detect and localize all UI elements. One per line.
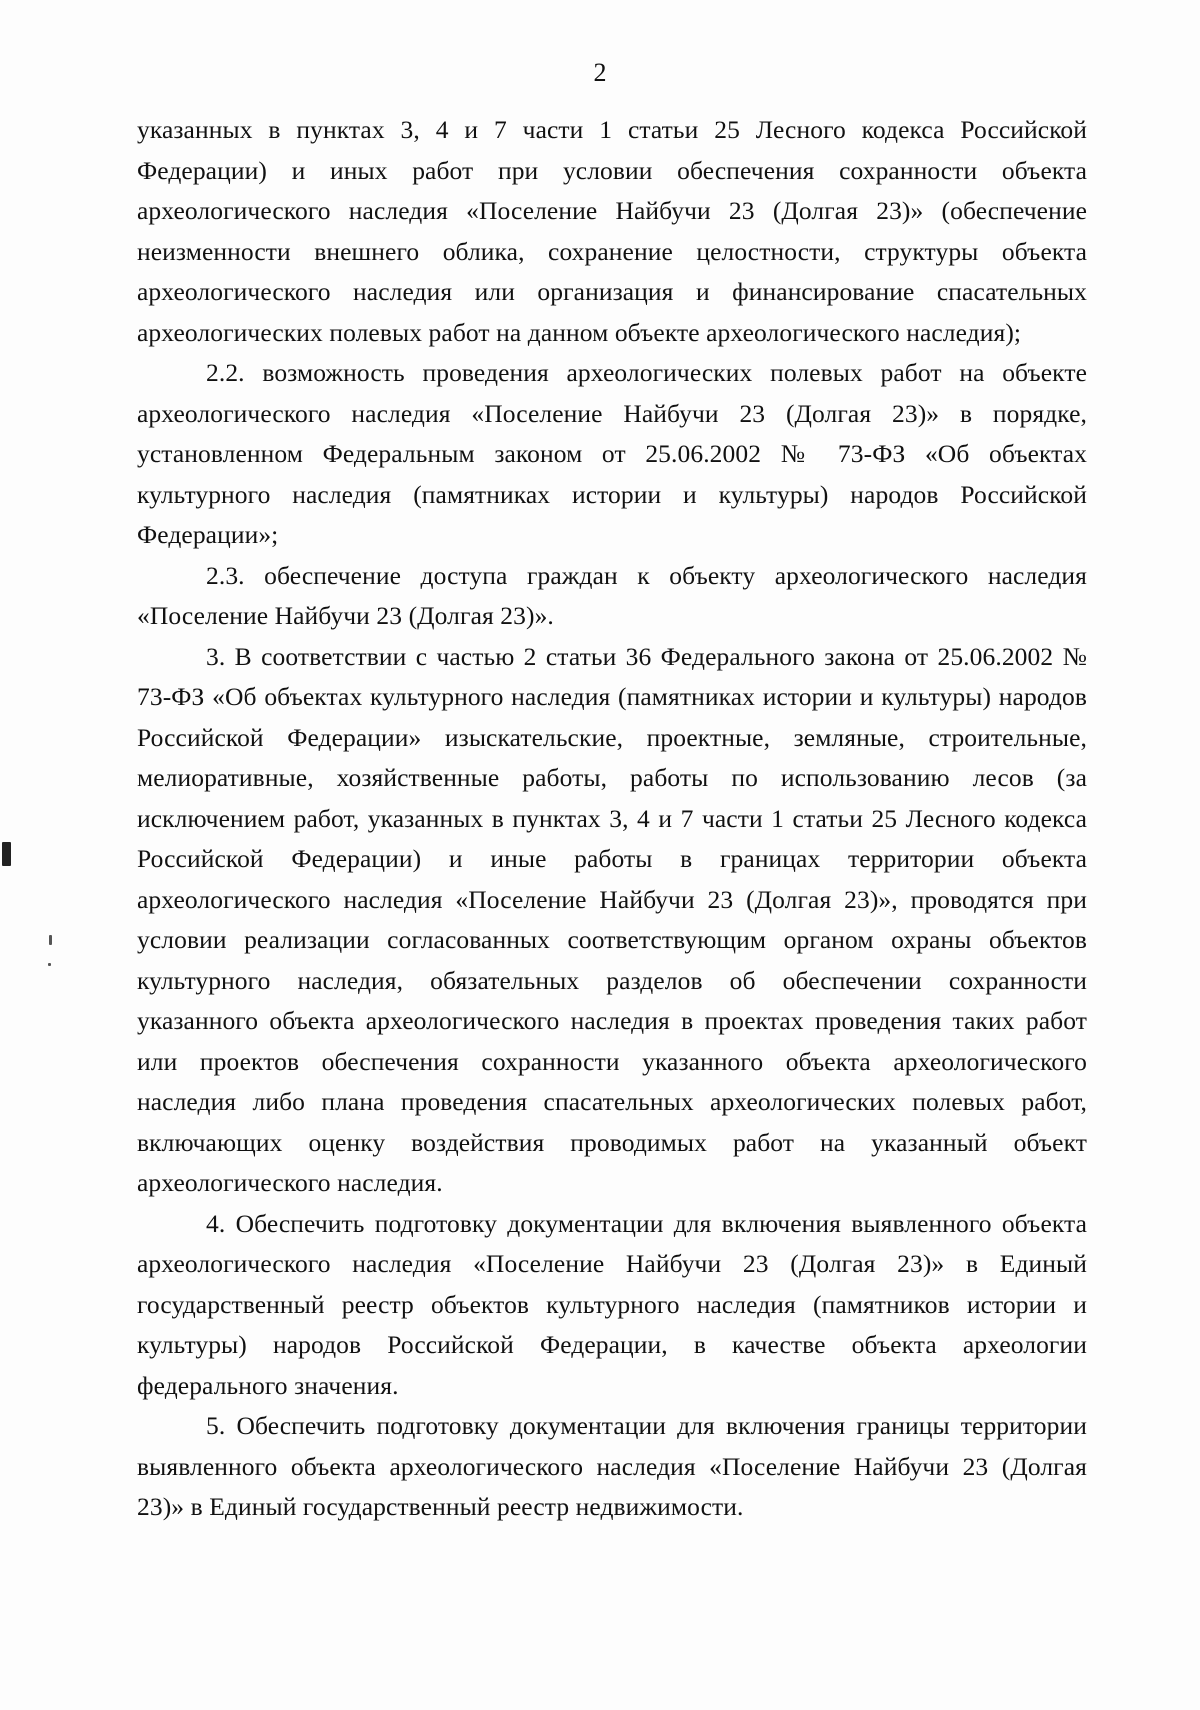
scan-mark xyxy=(48,963,51,966)
paragraph-item-4: 4. Обеспечить подготовку документации для включения выявленного объекта археологического наследия «Поселение Найбучи 23 (Долгая 23)» в Единый государственный реестр объектов культурного наследия (памятников истории и культуры) народов Российской Федерации, в качестве объекта археологии федерального значения. xyxy=(137,1208,1087,1400)
scan-mark xyxy=(49,935,52,945)
paragraph-item-2-3: 2.3. обеспечение доступа граждан к объекту археологического наследия «Поселение Найбучи 23 (Долгая 23)». xyxy=(137,560,1087,630)
paragraph-continuation: указанных в пунктах 3, 4 и 7 части 1 статьи 25 Лесного кодекса Российской Федерации) и иных работ при условии обеспечения сохранности объекта археологического наследия «Поселение Найбучи 23 (Долгая 23)» (обеспечение неизменности внешнего облика, сохранение целостности, структуры объекта археологического наследия или организация и финансирование спасательных археологических полевых работ на данном объекте археологического наследия); xyxy=(137,115,1087,347)
paragraph-item-3: 3. В соответствии с частью 2 статьи 36 Федерального закона от 25.06.2002 № 73-ФЗ «Об объектах культурного наследия (памятниках истории и культуры) народов Российской Федерации» изыскательские, проектные, земляные, строительные, мелиоративные, хозяйственные работы, работы по использованию лесов (за исключением работ, указанных в пунктах 3, 4 и 7 части 1 статьи 25 Лесного кодекса Российской Федерации) и иные работы в границах территории объекта археологического наследия «Поселение Найбучи 23 (Долгая 23)», проводятся при условии реализации согласованных соответствующим органом охраны объектов культурного наследия, обязательных разделов об обеспечении сохранности указанного объекта археологического наследия в проектах проведения таких работ или проектов обеспечения сохранности указанного объекта археологического наследия либо плана проведения спасательных археологических полевых работ, включающих оценку воздействия проводимых работ на указанный объект археологического наследия. xyxy=(137,641,1087,1197)
paragraph-item-2-2: 2.2. возможность проведения археологических полевых работ на объекте археологического наследия «Поселение Найбучи 23 (Долгая 23)» в порядке, установленном Федеральным законом от 25.06.2002 № 73-ФЗ «Об объектах культурного наследия (памятниках истории и культуры) народов Российской Федерации»; xyxy=(137,358,1087,549)
scan-mark xyxy=(2,842,11,866)
document-body xyxy=(137,110,1087,1528)
page-number: 2 xyxy=(593,58,607,87)
paragraph-item-5: 5. Обеспечить подготовку документации для включения границы территории выявленного объекта археологического наследия «Поселение Найбучи 23 (Долгая 23)» в Единый государственный реестр недвижимости. xyxy=(137,1411,1087,1521)
